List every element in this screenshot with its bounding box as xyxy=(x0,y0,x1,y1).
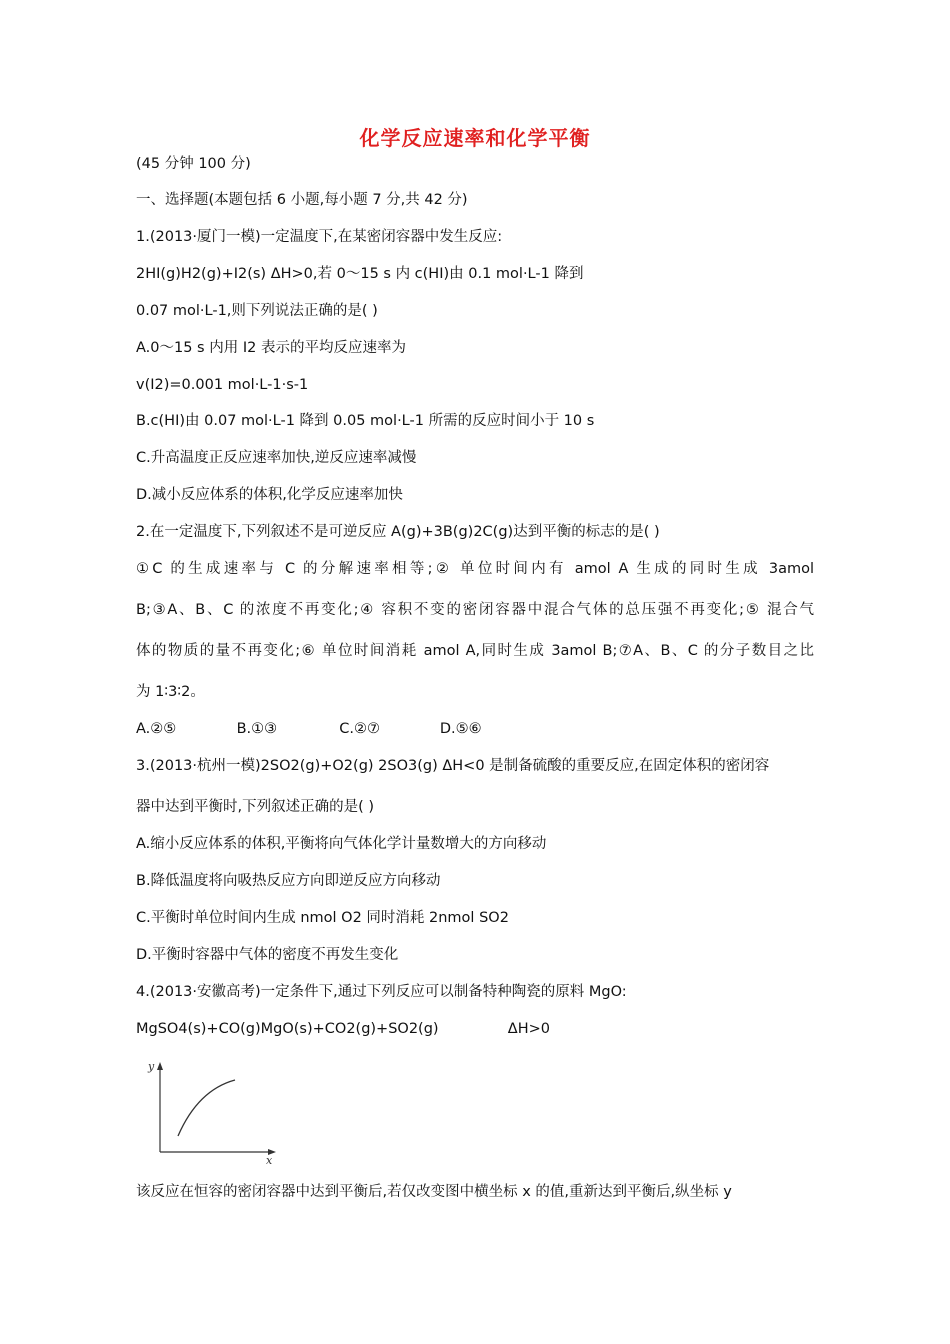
exam-meta: (45 分钟 100 分) xyxy=(136,156,251,172)
q1-option-c: C.升高温度正反应速率加快,逆反应速率减慢 xyxy=(136,450,417,466)
q4-equation-line xyxy=(136,1019,550,1039)
q2-para-line4: 为 1∶3∶2。 xyxy=(136,684,205,700)
q2-option-d: D.⑤⑥ xyxy=(439,721,482,737)
q2-options xyxy=(136,719,482,739)
y-axis-label: y xyxy=(148,1060,155,1073)
q1-stem-line3: 0.07 mol·L-1,则下列说法正确的是( ) xyxy=(136,303,378,319)
q2-stem: 2.在一定温度下,下列叙述不是可逆反应 A(g)+3B(g)2C(g)达到平衡的标志的是( ) xyxy=(136,524,660,540)
q2-option-b: B.①③ xyxy=(236,721,278,737)
x-axis-label: x xyxy=(266,1154,273,1167)
q1-option-a-line2: v(I2)=0.001 mol·L-1·s-1 xyxy=(136,377,309,393)
q2-para-line2: B;③A、B、C 的浓度不再变化;④ 容积不变的密闭容器中混合气体的总压强不再变化;⑤ 混合气 xyxy=(136,602,814,618)
page-title: 化学反应速率和化学平衡 xyxy=(359,126,591,150)
q3-option-b: B.降低温度将向吸热反应方向即逆反应方向移动 xyxy=(136,873,441,889)
q1-stem-line2: 2HI(g)H2(g)+I2(s) ΔH>0,若 0～15 s 内 c(HI)由 0.1 mol·L-1 降到 xyxy=(136,266,584,282)
q1-option-a-line1: A.0～15 s 内用 I2 表示的平均反应速率为 xyxy=(136,340,406,356)
q2-para-line1: ①C 的生成速率与 C 的分解速率相等;② 单位时间内有 amol A 生成的同时生成 3amol xyxy=(136,561,814,577)
q4-stem-line2: 该反应在恒容的密闭容器中达到平衡后,若仅改变图中横坐标 x 的值,重新达到平衡后,纵坐标 y xyxy=(136,1184,732,1200)
q4-equation: MgSO4(s)+CO(g)MgO(s)+CO2(g)+SO2(g) xyxy=(136,1021,439,1037)
q3-stem-line1: 3.(2013·杭州一模)2SO2(g)+O2(g) 2SO3(g) ΔH<0 是制备硫酸的重要反应,在固定体积的密闭容 xyxy=(136,758,770,774)
q3-stem-line2: 器中达到平衡时,下列叙述正确的是( ) xyxy=(136,799,375,815)
curve xyxy=(178,1080,235,1136)
q3-option-a: A.缩小反应体系的体积,平衡将向气体化学计量数增大的方向移动 xyxy=(136,836,547,852)
q2-option-a: A.②⑤ xyxy=(136,721,177,737)
q3-option-c: C.平衡时单位时间内生成 nmol O2 同时消耗 2nmol SO2 xyxy=(136,910,509,926)
y-axis-arrow xyxy=(157,1062,163,1070)
q2-para-line3: 体的物质的量不再变化;⑥ 单位时间消耗 amol A,同时生成 3amol B;⑦A、B、C 的分子数目之比 xyxy=(136,643,814,659)
q4-delta-h: ΔH>0 xyxy=(507,1021,550,1037)
q4-stem-line1: 4.(2013·安徽高考)一定条件下,通过下列反应可以制备特种陶瓷的原料 MgO: xyxy=(136,984,627,1000)
q3-option-d: D.平衡时容器中气体的密度不再发生变化 xyxy=(136,947,399,963)
q1-stem-line1: 1.(2013·厦门一模)一定温度下,在某密闭容器中发生反应: xyxy=(136,229,503,245)
q4-graph xyxy=(140,1058,290,1168)
q1-option-d: D.减小反应体系的体积,化学反应速率加快 xyxy=(136,487,403,503)
q2-option-c: C.②⑦ xyxy=(339,721,380,737)
section-heading: 一、选择题(本题包括 6 小题,每小题 7 分,共 42 分) xyxy=(136,192,468,208)
q1-option-b: B.c(HI)由 0.07 mol·L-1 降到 0.05 mol·L-1 所需的反应时间小于 10 s xyxy=(136,413,595,429)
